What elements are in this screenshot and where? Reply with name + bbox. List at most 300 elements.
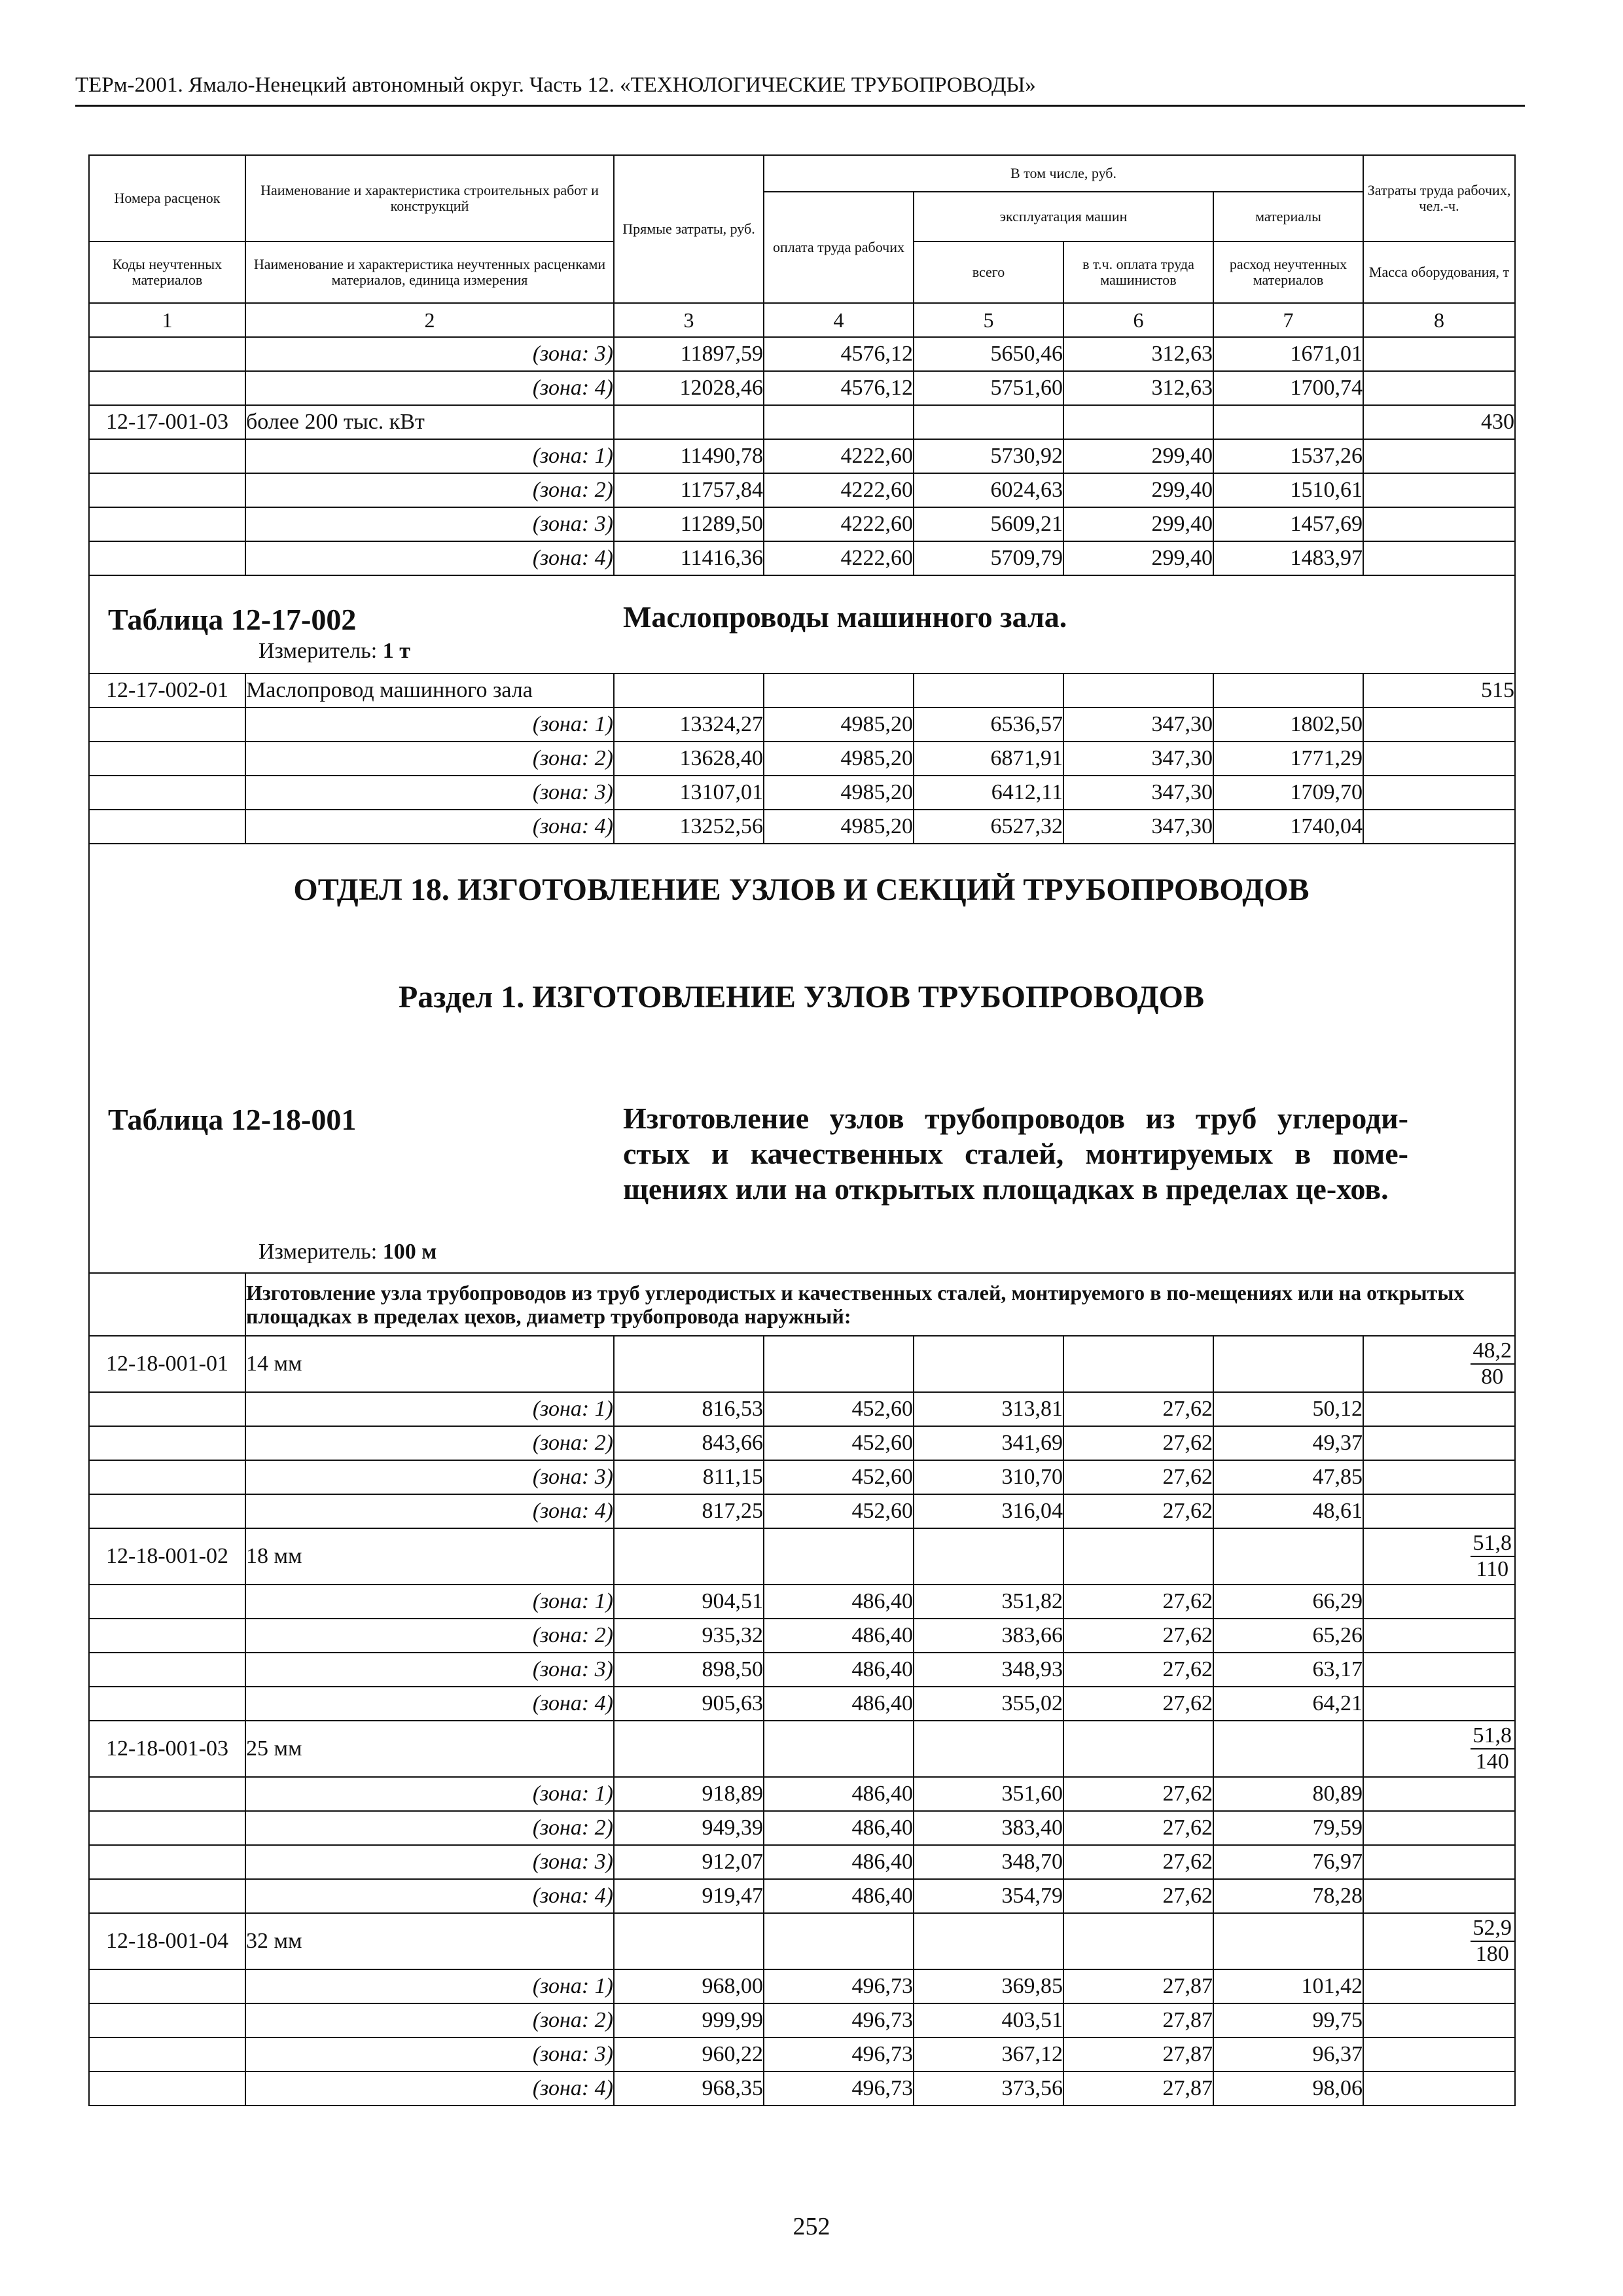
zone-label: (зона: 3) (245, 2037, 614, 2072)
zone-row (89, 1392, 1515, 1426)
rate-code: 12-17-002-01 (89, 673, 245, 708)
table-18-001-unit (259, 1240, 437, 1265)
value-cell-empty (914, 1336, 1063, 1392)
zone-row (89, 1777, 1515, 1811)
department-heading-cell (89, 844, 1515, 1273)
labor-pay-value: 496,73 (764, 2003, 914, 2037)
labor-pay-value: 486,40 (764, 1845, 914, 1879)
materials-value: 1802,50 (1213, 708, 1363, 742)
value-cell-empty (1063, 673, 1213, 708)
direct-costs-value: 999,99 (614, 2003, 764, 2037)
zone-label: (зона: 1) (245, 1777, 614, 1811)
zone-label: (зона: 2) (245, 2003, 614, 2037)
zone-label: (зона: 2) (245, 742, 614, 776)
rate-code: 12-18-001-01 (89, 1336, 245, 1392)
value-cell-empty (914, 1528, 1063, 1585)
direct-costs-value: 843,66 (614, 1426, 764, 1460)
mass-cell-empty (1363, 1426, 1515, 1460)
value-cell-empty (1213, 1721, 1363, 1777)
zone-label: (зона: 4) (245, 1687, 614, 1721)
zone-label: (зона: 1) (245, 1585, 614, 1619)
machinist-pay-value: 27,87 (1063, 1969, 1213, 2003)
zone-label: (зона: 2) (245, 1811, 614, 1845)
machinist-pay-value: 27,62 (1063, 1426, 1213, 1460)
labor-costs-value: 515 (1363, 673, 1515, 708)
head-unaccounted-materials: расход неучтенных материалов (1213, 242, 1363, 303)
labor-pay-value: 4576,12 (764, 337, 914, 371)
direct-costs-value: 912,07 (614, 1845, 764, 1879)
materials-value: 50,12 (1213, 1392, 1363, 1426)
machinist-pay-value: 347,30 (1063, 742, 1213, 776)
head-labor-pay: оплата труда рабочих (764, 192, 914, 303)
materials-value: 98,06 (1213, 2072, 1363, 2106)
machinist-pay-value: 299,40 (1063, 473, 1213, 507)
code-cell-empty (89, 1687, 245, 1721)
materials-value: 101,42 (1213, 1969, 1363, 2003)
department-heading (89, 844, 1515, 1273)
labor-pay-value: 452,60 (764, 1460, 914, 1494)
code-cell-empty (89, 439, 245, 473)
mass-cell-empty (1363, 371, 1515, 405)
machinist-pay-value: 27,62 (1063, 1494, 1213, 1528)
head-machinist-pay: в т.ч. оплата труда машинистов (1063, 242, 1213, 303)
rate-name: 25 мм (245, 1721, 614, 1777)
zone-row (89, 1653, 1515, 1687)
labor-mass-fraction (1471, 1723, 1515, 1774)
rate-code: 12-18-001-04 (89, 1913, 245, 1969)
unit-label: Измеритель: (259, 1240, 378, 1264)
value-cell-empty (764, 405, 914, 439)
machinist-pay-value: 312,63 (1063, 337, 1213, 371)
col-number-8: 8 (1363, 303, 1515, 337)
rate-code: 12-17-001-03 (89, 405, 245, 439)
materials-value: 65,26 (1213, 1619, 1363, 1653)
machine-total-value: 6024,63 (914, 473, 1063, 507)
machinist-pay-value: 27,62 (1063, 1392, 1213, 1426)
code-cell-empty (89, 776, 245, 810)
value-cell-empty (614, 673, 764, 708)
labor-pay-value: 486,40 (764, 1687, 914, 1721)
materials-value: 48,61 (1213, 1494, 1363, 1528)
value-cell-empty (1063, 1336, 1213, 1392)
machinist-pay-value: 347,30 (1063, 708, 1213, 742)
labor-mass-fraction (1471, 1916, 1515, 1967)
labor-mass-cell (1363, 1528, 1515, 1585)
col-number-5: 5 (914, 303, 1063, 337)
zone-label: (зона: 1) (245, 1969, 614, 2003)
labor-pay-value: 4222,60 (764, 541, 914, 575)
zone-row (89, 2072, 1515, 2106)
head-including: В том числе, руб. (764, 155, 1363, 192)
table-17-002-description: Маслопроводы машинного зала. (623, 600, 1067, 634)
rate-code: 12-18-001-03 (89, 1721, 245, 1777)
head-direct-costs: Прямые затраты, руб. (614, 155, 764, 303)
unit-label: Измеритель: (259, 639, 378, 663)
zone-row (89, 1845, 1515, 1879)
rate-name: 14 мм (245, 1336, 614, 1392)
zone-row (89, 776, 1515, 810)
machine-total-value: 5650,46 (914, 337, 1063, 371)
rates-body (89, 337, 1515, 2106)
direct-costs-value: 935,32 (614, 1619, 764, 1653)
machinist-pay-value: 27,62 (1063, 1687, 1213, 1721)
zone-label: (зона: 3) (245, 776, 614, 810)
zone-label: (зона: 3) (245, 1653, 614, 1687)
equipment-mass-value: 80 (1481, 1365, 1504, 1389)
labor-mass-fraction (1471, 1338, 1515, 1390)
mass-cell-empty (1363, 473, 1515, 507)
labor-pay-value: 486,40 (764, 1777, 914, 1811)
labor-pay-value: 486,40 (764, 1879, 914, 1913)
code-cell-empty (89, 1392, 245, 1426)
direct-costs-value: 968,00 (614, 1969, 764, 2003)
labor-pay-value: 4222,60 (764, 507, 914, 541)
mass-cell-empty (1363, 1845, 1515, 1879)
code-cell-empty (89, 473, 245, 507)
machinist-pay-value: 299,40 (1063, 541, 1213, 575)
labor-pay-value: 496,73 (764, 1969, 914, 2003)
code-cell-empty (89, 2003, 245, 2037)
machine-total-value: 5751,60 (914, 371, 1063, 405)
zone-label: (зона: 1) (245, 439, 614, 473)
labor-pay-value: 496,73 (764, 2037, 914, 2072)
head-total: всего (914, 242, 1063, 303)
value-cell-empty (764, 1336, 914, 1392)
group-description: Изготовление узла трубопроводов из труб углеродистых и качественных сталей, монтируемого в по-мещениях или на открытых площадках в пределах цехов, диаметр трубопровода наружный: (245, 1273, 1515, 1336)
zone-row (89, 473, 1515, 507)
value-cell-empty (914, 1913, 1063, 1969)
machine-total-value: 313,81 (914, 1392, 1063, 1426)
group-code-empty (89, 1273, 245, 1336)
value-cell-empty (614, 1913, 764, 1969)
labor-pay-value: 486,40 (764, 1811, 914, 1845)
code-cell-empty (89, 810, 245, 844)
labor-mass-fraction (1471, 1531, 1515, 1582)
mass-cell-empty (1363, 507, 1515, 541)
mass-cell-empty (1363, 1777, 1515, 1811)
col-number-2: 2 (245, 303, 614, 337)
mass-cell-empty (1363, 742, 1515, 776)
subsection-title: Раздел 1. ИЗГОТОВЛЕНИЕ УЗЛОВ ТРУБОПРОВОДОВ (398, 980, 1205, 1014)
mass-cell-empty (1363, 776, 1515, 810)
code-cell-empty (89, 2072, 245, 2106)
rates-sheet (88, 154, 1514, 2106)
col-number-7: 7 (1213, 303, 1363, 337)
zone-label: (зона: 4) (245, 1494, 614, 1528)
direct-costs-value: 960,22 (614, 2037, 764, 2072)
direct-costs-value: 12028,46 (614, 371, 764, 405)
machine-total-value: 310,70 (914, 1460, 1063, 1494)
head-unaccounted-names: Наименование и характеристика неучтенных расценками материалов, единица измерения (245, 242, 614, 303)
zone-label: (зона: 4) (245, 2072, 614, 2106)
zone-label: (зона: 3) (245, 1460, 614, 1494)
machine-total-value: 369,85 (914, 1969, 1063, 2003)
machinist-pay-value: 299,40 (1063, 439, 1213, 473)
item-row (89, 673, 1515, 708)
zone-row (89, 810, 1515, 844)
materials-value: 1483,97 (1213, 541, 1363, 575)
direct-costs-value: 11289,50 (614, 507, 764, 541)
machine-total-value: 348,70 (914, 1845, 1063, 1879)
machine-total-value: 383,40 (914, 1811, 1063, 1845)
machinist-pay-value: 27,87 (1063, 2003, 1213, 2037)
materials-value: 80,89 (1213, 1777, 1363, 1811)
materials-value: 96,37 (1213, 2037, 1363, 2072)
direct-costs-value: 904,51 (614, 1585, 764, 1619)
code-cell-empty (89, 1777, 245, 1811)
labor-costs-value: 430 (1363, 405, 1515, 439)
labor-mass-cell (1363, 1721, 1515, 1777)
direct-costs-value: 11490,78 (614, 439, 764, 473)
machine-total-value: 367,12 (914, 2037, 1063, 2072)
mass-cell-empty (1363, 2037, 1515, 2072)
zone-row (89, 708, 1515, 742)
labor-pay-value: 486,40 (764, 1619, 914, 1653)
zone-label: (зона: 4) (245, 541, 614, 575)
materials-value: 99,75 (1213, 2003, 1363, 2037)
machine-total-value: 351,82 (914, 1585, 1063, 1619)
mass-cell-empty (1363, 1585, 1515, 1619)
code-cell-empty (89, 507, 245, 541)
materials-value: 1537,26 (1213, 439, 1363, 473)
table-18-001-description: Изготовление узлов трубопроводов из труб углероди-стых и качественных сталей, монтируемых в поме-щениях или на открытых площадках в пределах це-хов. (623, 1102, 1408, 1206)
zone-label: (зона: 2) (245, 1619, 614, 1653)
machinist-pay-value: 27,62 (1063, 1879, 1213, 1913)
labor-mass-cell (1363, 1913, 1515, 1969)
col-number-6: 6 (1063, 303, 1213, 337)
machine-total-value: 316,04 (914, 1494, 1063, 1528)
zone-row (89, 1619, 1515, 1653)
mass-cell-empty (1363, 708, 1515, 742)
direct-costs-value: 11416,36 (614, 541, 764, 575)
head-equipment-mass: Масса оборудования, т (1363, 242, 1515, 303)
item-row (89, 1913, 1515, 1969)
table-17-002-heading (89, 575, 1515, 673)
code-cell-empty (89, 1585, 245, 1619)
table-17-002-unit (259, 639, 410, 664)
zone-label: (зона: 1) (245, 1392, 614, 1426)
mass-cell-empty (1363, 1460, 1515, 1494)
direct-costs-value: 949,39 (614, 1811, 764, 1845)
code-cell-empty (89, 337, 245, 371)
mass-cell-empty (1363, 337, 1515, 371)
code-cell-empty (89, 1845, 245, 1879)
zone-row (89, 1460, 1515, 1494)
code-cell-empty (89, 1879, 245, 1913)
rate-name: 18 мм (245, 1528, 614, 1585)
mass-cell-empty (1363, 541, 1515, 575)
mass-cell-empty (1363, 2003, 1515, 2037)
direct-costs-value: 13252,56 (614, 810, 764, 844)
direct-costs-value: 11897,59 (614, 337, 764, 371)
machine-total-value: 341,69 (914, 1426, 1063, 1460)
zone-label: (зона: 4) (245, 371, 614, 405)
materials-value: 1709,70 (1213, 776, 1363, 810)
machinist-pay-value: 27,62 (1063, 1460, 1213, 1494)
direct-costs-value: 918,89 (614, 1777, 764, 1811)
zone-row (89, 337, 1515, 371)
materials-value: 78,28 (1213, 1879, 1363, 1913)
value-cell-empty (1213, 1336, 1363, 1392)
equipment-mass-value: 110 (1476, 1557, 1509, 1581)
mass-cell-empty (1363, 1811, 1515, 1845)
unit-value: 1 т (382, 639, 410, 663)
head-unaccounted-codes: Коды неучтенных материалов (89, 242, 245, 303)
group-row (89, 1273, 1515, 1336)
direct-costs-value: 968,35 (614, 2072, 764, 2106)
direct-costs-value: 13107,01 (614, 776, 764, 810)
zone-row (89, 1969, 1515, 2003)
zone-label: (зона: 2) (245, 1426, 614, 1460)
machinist-pay-value: 27,62 (1063, 1811, 1213, 1845)
labor-pay-value: 4985,20 (764, 742, 914, 776)
labor-pay-value: 486,40 (764, 1585, 914, 1619)
direct-costs-value: 817,25 (614, 1494, 764, 1528)
value-cell-empty (914, 1721, 1063, 1777)
code-cell-empty (89, 1811, 245, 1845)
mass-cell-empty (1363, 1687, 1515, 1721)
mass-cell-empty (1363, 1879, 1515, 1913)
labor-pay-value: 4985,20 (764, 708, 914, 742)
zone-row (89, 1811, 1515, 1845)
materials-value: 1510,61 (1213, 473, 1363, 507)
value-cell-empty (764, 1913, 914, 1969)
machine-total-value: 355,02 (914, 1687, 1063, 1721)
zone-row (89, 1687, 1515, 1721)
zone-label: (зона: 3) (245, 1845, 614, 1879)
zone-row (89, 1494, 1515, 1528)
zone-label: (зона: 3) (245, 337, 614, 371)
labor-costs-value: 48,2 (1471, 1338, 1515, 1365)
value-cell-empty (1213, 1528, 1363, 1585)
value-cell-empty (1213, 405, 1363, 439)
zone-label: (зона: 2) (245, 473, 614, 507)
code-cell-empty (89, 541, 245, 575)
machine-total-value: 6412,11 (914, 776, 1063, 810)
machinist-pay-value: 27,62 (1063, 1585, 1213, 1619)
table-17-002-title: Таблица 12-17-002 (108, 603, 357, 636)
head-work-name: Наименование и характеристика строительных работ и конструкций (245, 155, 614, 242)
machine-total-value: 348,93 (914, 1653, 1063, 1687)
machine-total-value: 6527,32 (914, 810, 1063, 844)
direct-costs-value: 13324,27 (614, 708, 764, 742)
zone-row (89, 439, 1515, 473)
zone-row (89, 507, 1515, 541)
direct-costs-value: 898,50 (614, 1653, 764, 1687)
machine-total-value: 373,56 (914, 2072, 1063, 2106)
machinist-pay-value: 347,30 (1063, 810, 1213, 844)
zone-label: (зона: 4) (245, 1879, 614, 1913)
labor-pay-value: 4985,20 (764, 810, 914, 844)
value-cell-empty (1213, 673, 1363, 708)
materials-value: 66,29 (1213, 1585, 1363, 1619)
mass-cell-empty (1363, 810, 1515, 844)
code-cell-empty (89, 1426, 245, 1460)
materials-value: 49,37 (1213, 1426, 1363, 1460)
labor-pay-value: 496,73 (764, 2072, 914, 2106)
item-row (89, 1336, 1515, 1392)
col-number-3: 3 (614, 303, 764, 337)
value-cell-empty (614, 1721, 764, 1777)
unit-value: 100 м (382, 1240, 437, 1264)
direct-costs-value: 816,53 (614, 1392, 764, 1426)
materials-value: 1700,74 (1213, 371, 1363, 405)
materials-value: 79,59 (1213, 1811, 1363, 1845)
zone-row (89, 1879, 1515, 1913)
head-labor-costs: Затраты труда рабочих, чел.-ч. (1363, 155, 1515, 242)
labor-costs-value: 51,8 (1471, 1723, 1515, 1749)
labor-pay-value: 4576,12 (764, 371, 914, 405)
code-cell-empty (89, 708, 245, 742)
labor-pay-value: 486,40 (764, 1653, 914, 1687)
materials-value: 1457,69 (1213, 507, 1363, 541)
machine-total-value: 351,60 (914, 1777, 1063, 1811)
mass-cell-empty (1363, 1494, 1515, 1528)
machine-total-value: 5609,21 (914, 507, 1063, 541)
value-cell-empty (1063, 405, 1213, 439)
labor-costs-value: 51,8 (1471, 1531, 1515, 1557)
machinist-pay-value: 27,62 (1063, 1653, 1213, 1687)
zone-label: (зона: 3) (245, 507, 614, 541)
code-cell-empty (89, 1969, 245, 2003)
labor-pay-value: 4985,20 (764, 776, 914, 810)
running-header: ТЕРм-2001. Ямало-Ненецкий автономный округ. Часть 12. «ТЕХНОЛОГИЧЕСКИЕ ТРУБОПРОВОДЫ» (75, 73, 1036, 97)
rates-table (88, 154, 1516, 2106)
direct-costs-value: 811,15 (614, 1460, 764, 1494)
col-number-4: 4 (764, 303, 914, 337)
mass-cell-empty (1363, 439, 1515, 473)
value-cell-empty (614, 1336, 764, 1392)
machinist-pay-value: 27,87 (1063, 2072, 1213, 2106)
value-cell-empty (914, 405, 1063, 439)
table-18-001-title: Таблица 12-18-001 (108, 1103, 357, 1136)
machinist-pay-value: 27,62 (1063, 1777, 1213, 1811)
machinist-pay-value: 27,62 (1063, 1845, 1213, 1879)
machinist-pay-value: 299,40 (1063, 507, 1213, 541)
zone-row (89, 1585, 1515, 1619)
code-cell-empty (89, 742, 245, 776)
value-cell-empty (764, 1528, 914, 1585)
rate-name: более 200 тыс. кВт (245, 405, 614, 439)
zone-row (89, 541, 1515, 575)
mass-cell-empty (1363, 1392, 1515, 1426)
value-cell-empty (1063, 1528, 1213, 1585)
zone-row (89, 2003, 1515, 2037)
code-cell-empty (89, 1494, 245, 1528)
code-cell-empty (89, 2037, 245, 2072)
zone-row (89, 371, 1515, 405)
value-cell-empty (1213, 1913, 1363, 1969)
machinist-pay-value: 312,63 (1063, 371, 1213, 405)
item-row (89, 405, 1515, 439)
zone-label: (зона: 4) (245, 810, 614, 844)
equipment-mass-value: 140 (1475, 1749, 1509, 1774)
mass-cell-empty (1363, 1619, 1515, 1653)
head-materials: материалы (1213, 192, 1363, 242)
head-machine-operation: эксплуатация машин (914, 192, 1213, 242)
code-cell-empty (89, 371, 245, 405)
code-cell-empty (89, 1460, 245, 1494)
zone-label: (зона: 1) (245, 708, 614, 742)
materials-value: 76,97 (1213, 1845, 1363, 1879)
value-cell-empty (914, 673, 1063, 708)
machine-total-value: 6871,91 (914, 742, 1063, 776)
mass-cell-empty (1363, 2072, 1515, 2106)
rate-name: Маслопровод машинного зала (245, 673, 614, 708)
labor-pay-value: 452,60 (764, 1494, 914, 1528)
value-cell-empty (614, 1528, 764, 1585)
machine-total-value: 5709,79 (914, 541, 1063, 575)
